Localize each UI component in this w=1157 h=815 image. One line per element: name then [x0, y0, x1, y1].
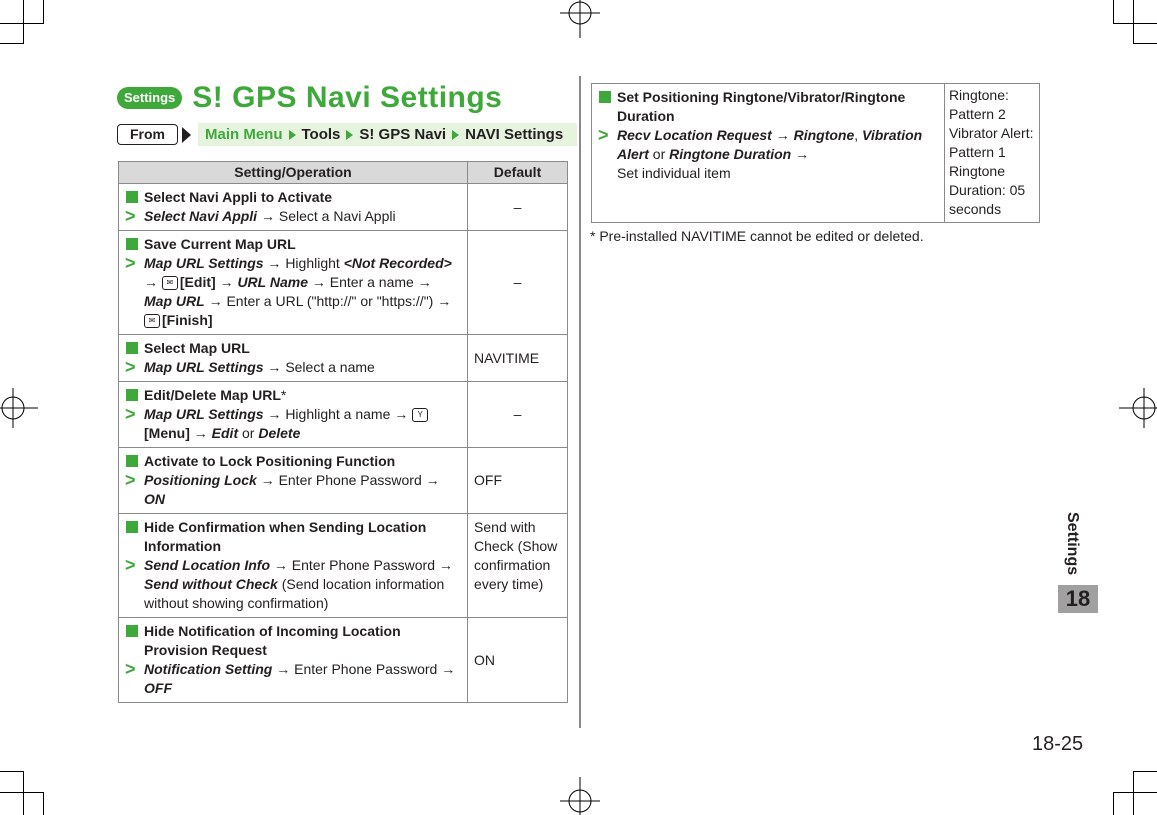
- crop-mark: [1134, 771, 1157, 772]
- footnote-marker: *: [280, 387, 287, 403]
- menu-item-text: Positioning Lock: [144, 472, 257, 488]
- punctuation: ,: [854, 127, 859, 143]
- prompt-icon: >: [125, 206, 136, 226]
- setting-cell: [592, 84, 945, 223]
- prompt-icon: >: [598, 125, 609, 145]
- setting-cell: [119, 448, 468, 514]
- crop-mark: [0, 43, 23, 44]
- setting-title: Select Map URL: [144, 340, 250, 356]
- prompt-icon: >: [125, 555, 136, 575]
- arrow-icon: →: [193, 425, 208, 441]
- crop-mark: [43, 0, 44, 23]
- menu-item-text: Edit: [211, 425, 239, 441]
- arrow-icon: →: [276, 661, 291, 677]
- navigation-path: [117, 123, 577, 146]
- menu-item-text: Send without Check: [144, 576, 278, 592]
- square-bullet-icon: [599, 91, 611, 103]
- crop-mark: [0, 23, 44, 24]
- arrow-icon: →: [311, 274, 326, 290]
- arrow-icon: →: [260, 208, 275, 224]
- path-item: Main Menu: [205, 126, 283, 143]
- operation-text: Select a name: [285, 359, 375, 375]
- table-row: [119, 231, 568, 335]
- arrow-icon: →: [260, 472, 275, 488]
- menu-item-text: URL Name: [237, 274, 308, 290]
- arrow-icon: →: [417, 274, 432, 290]
- operation-text: Enter a name: [329, 274, 414, 290]
- table-row: [119, 184, 568, 231]
- default-cell: NAVITIME: [468, 335, 568, 382]
- menu-item-text: Map URL: [144, 293, 205, 309]
- registration-mark: [560, 777, 600, 815]
- key-label: [Edit]: [179, 274, 216, 290]
- default-cell: –: [468, 184, 568, 231]
- registration-mark: [0, 388, 38, 428]
- arrow-icon: →: [795, 146, 810, 162]
- default-cell: –: [468, 231, 568, 335]
- menu-item-text: Map URL Settings: [144, 406, 264, 422]
- menu-path: [198, 123, 577, 146]
- menu-item-text: Ringtone Duration: [669, 146, 792, 162]
- table-row: [592, 84, 1040, 223]
- table-row: [119, 382, 568, 448]
- default-cell: Send with Check (Show confirmation every time): [468, 514, 568, 618]
- setting-cell: [119, 184, 468, 231]
- setting-title: Set Positioning Ringtone/Vibrator/Ringtone Duration: [617, 89, 906, 124]
- from-arrow-icon: [182, 127, 191, 143]
- settings-table: [118, 161, 568, 703]
- arrow-icon: →: [267, 255, 282, 271]
- operation-text: Select a Navi Appli: [278, 208, 396, 224]
- square-bullet-icon: [126, 389, 138, 401]
- square-bullet-icon: [126, 455, 138, 467]
- menu-item-text: Map URL Settings: [144, 359, 264, 375]
- menu-item-text: <Not Recorded>: [343, 255, 452, 271]
- footnote: * Pre-installed NAVITIME cannot be edited or deleted.: [590, 228, 924, 244]
- setting-cell: [119, 514, 468, 618]
- menu-item-text: ON: [144, 491, 165, 507]
- setting-cell: [119, 335, 468, 382]
- operation-text: Enter Phone Password: [291, 557, 435, 573]
- crop-mark: [1133, 0, 1134, 44]
- menu-item-text: Map URL Settings: [144, 255, 264, 271]
- menu-item-text: OFF: [144, 680, 172, 696]
- default-cell: OFF: [468, 448, 568, 514]
- operation-text: Enter Phone Password: [294, 661, 438, 677]
- setting-cell: [119, 231, 468, 335]
- menu-item-text: Ringtone: [793, 127, 855, 143]
- setting-cell: [119, 618, 468, 703]
- table-row: [119, 335, 568, 382]
- square-bullet-icon: [126, 191, 138, 203]
- crop-mark: [1113, 0, 1114, 23]
- setting-title: Hide Notification of Incoming Location Provision Request: [144, 623, 401, 658]
- arrow-icon: →: [775, 127, 790, 143]
- prompt-icon: >: [125, 470, 136, 490]
- crop-mark: [23, 771, 24, 815]
- arrow-icon: →: [267, 406, 282, 422]
- operation-text: Set individual item: [617, 165, 731, 181]
- crop-mark: [1113, 23, 1157, 24]
- column-header-default: Default: [468, 162, 568, 184]
- table-row: [119, 618, 568, 703]
- default-cell: ON: [468, 618, 568, 703]
- path-item: S! GPS Navi: [359, 126, 447, 143]
- arrow-icon: →: [437, 293, 452, 309]
- from-label: From: [117, 124, 178, 145]
- crop-mark: [1134, 43, 1157, 44]
- crop-mark: [0, 792, 44, 793]
- crop-mark: [0, 771, 23, 772]
- table-header-row: [119, 162, 568, 184]
- menu-item-text: Send Location Info: [144, 557, 270, 573]
- arrow-icon: →: [425, 472, 440, 488]
- arrow-icon: →: [219, 274, 234, 290]
- default-cell: –: [468, 382, 568, 448]
- setting-title: Save Current Map URL: [144, 236, 296, 252]
- page-number: 18-25: [1032, 733, 1084, 755]
- conjunction-text: or: [652, 146, 666, 162]
- path-item: Tools: [301, 126, 341, 143]
- prompt-icon: >: [125, 253, 136, 273]
- chapter-label: Settings: [1064, 512, 1081, 576]
- square-bullet-icon: [126, 521, 138, 533]
- menu-item-text: Vibration Alert: [617, 127, 923, 162]
- section-header: [117, 81, 502, 115]
- registration-mark: [1119, 388, 1157, 428]
- table-row: [119, 514, 568, 618]
- key-label: [Menu]: [144, 425, 190, 441]
- path-item: NAVI Settings: [465, 126, 564, 143]
- mail-key-icon: ✉: [144, 314, 160, 328]
- triangle-right-icon: [452, 130, 459, 140]
- default-cell: Ringtone: Pattern 2 Vibrator Alert: Pattern 1 Ringtone Duration: 05 seconds: [944, 84, 1039, 223]
- setting-cell: [119, 382, 468, 448]
- column-header-setting: Setting/Operation: [119, 162, 468, 184]
- operation-text: Highlight a name: [285, 406, 391, 422]
- operation-text: Enter a URL ("http://" or "https://"): [226, 293, 434, 309]
- prompt-icon: >: [125, 404, 136, 424]
- table-row: [119, 448, 568, 514]
- square-bullet-icon: [126, 238, 138, 250]
- crop-mark: [1113, 792, 1114, 815]
- arrow-icon: →: [438, 557, 453, 573]
- chapter-number: 18: [1058, 585, 1098, 613]
- arrow-icon: →: [273, 557, 288, 573]
- triangle-right-icon: [289, 130, 296, 140]
- menu-item-text: Notification Setting: [144, 661, 273, 677]
- crop-mark: [1133, 771, 1134, 815]
- prompt-icon: >: [125, 357, 136, 377]
- arrow-icon: →: [441, 661, 456, 677]
- arrow-icon: →: [208, 293, 223, 309]
- settings-table-continued: [591, 83, 1040, 223]
- square-bullet-icon: [126, 342, 138, 354]
- conjunction-text: or: [242, 425, 255, 441]
- key-label: [Finish]: [162, 312, 213, 328]
- page-title: S! GPS Navi Settings: [192, 81, 503, 114]
- arrow-icon: →: [394, 406, 409, 422]
- square-bullet-icon: [126, 625, 138, 637]
- arrow-icon: →: [144, 274, 158, 290]
- menu-item-text: Select Navi Appli: [144, 208, 258, 224]
- crop-mark: [23, 0, 24, 44]
- menu-item-text: Recv Location Request: [617, 127, 772, 143]
- menu-item-text: Delete: [258, 425, 301, 441]
- setting-title: Edit/Delete Map URL: [144, 387, 281, 403]
- operation-text: Enter Phone Password: [278, 472, 422, 488]
- mail-key-icon: ✉: [162, 276, 178, 290]
- operation-text: (Send location information without showing confirmation): [144, 576, 445, 611]
- triangle-right-icon: [346, 130, 353, 140]
- setting-title: Hide Confirmation when Sending Location Information: [144, 519, 427, 554]
- crop-mark: [1113, 792, 1157, 793]
- prompt-icon: >: [125, 659, 136, 679]
- operation-text: Highlight: [285, 255, 340, 271]
- settings-badge: Settings: [117, 87, 182, 109]
- crop-mark: [43, 792, 44, 815]
- setting-title: Activate to Lock Positioning Function: [144, 453, 396, 469]
- registration-mark: [560, 0, 600, 38]
- column-divider: [579, 76, 581, 728]
- menu-key-icon: Y: [412, 408, 428, 422]
- arrow-icon: →: [267, 359, 282, 375]
- setting-title: Select Navi Appli to Activate: [144, 189, 333, 205]
